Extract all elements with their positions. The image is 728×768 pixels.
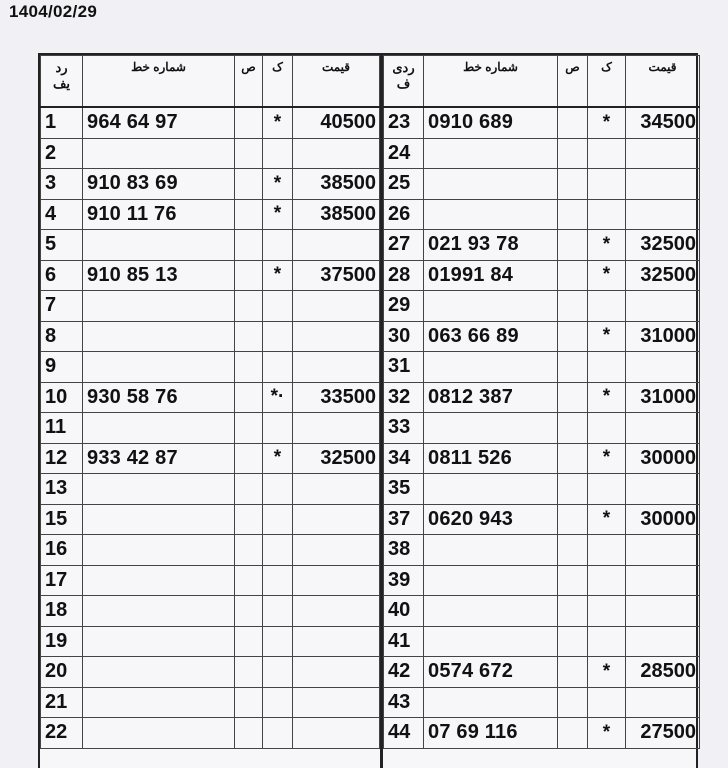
price-cell bbox=[293, 565, 380, 596]
table-row bbox=[384, 687, 700, 718]
row-number: 24 bbox=[384, 138, 424, 169]
line-number-cell bbox=[83, 565, 235, 596]
kaf-cell bbox=[263, 718, 293, 749]
price-cell bbox=[626, 169, 700, 200]
line-number-cell: 0812 387 bbox=[424, 382, 558, 413]
line-number-cell bbox=[83, 596, 235, 627]
sad-cell bbox=[235, 199, 263, 230]
row-number: 12 bbox=[41, 443, 83, 474]
sad-cell bbox=[558, 107, 588, 138]
row-number: 41 bbox=[384, 626, 424, 657]
sad-cell bbox=[558, 535, 588, 566]
kaf-cell bbox=[263, 504, 293, 535]
row-number: 13 bbox=[41, 474, 83, 505]
price-cell bbox=[626, 687, 700, 718]
row-number: 3 bbox=[41, 169, 83, 200]
kaf-cell bbox=[588, 596, 626, 627]
table-row bbox=[384, 199, 700, 230]
sad-cell bbox=[558, 260, 588, 291]
price-cell: 40500 bbox=[293, 107, 380, 138]
row-number: 44 bbox=[384, 718, 424, 749]
row-number: 17 bbox=[41, 565, 83, 596]
price-cell bbox=[293, 718, 380, 749]
right-header-row bbox=[384, 56, 700, 108]
row-number: 20 bbox=[41, 657, 83, 688]
price-cell bbox=[293, 413, 380, 444]
kaf-cell bbox=[263, 230, 293, 261]
row-number: 37 bbox=[384, 504, 424, 535]
kaf-cell bbox=[588, 169, 626, 200]
line-number-cell: 910 85 13 bbox=[83, 260, 235, 291]
row-number: 31 bbox=[384, 352, 424, 383]
table-row bbox=[41, 199, 380, 230]
left-table bbox=[40, 55, 380, 749]
row-number: 4 bbox=[41, 199, 83, 230]
row-number: 23 bbox=[384, 107, 424, 138]
price-cell: 30000 bbox=[626, 504, 700, 535]
price-cell bbox=[626, 535, 700, 566]
price-cell: 33500 bbox=[293, 382, 380, 413]
line-number-cell: 0620 943 bbox=[424, 504, 558, 535]
sad-cell bbox=[558, 596, 588, 627]
price-cell bbox=[626, 565, 700, 596]
kaf-cell bbox=[263, 657, 293, 688]
row-number: 5 bbox=[41, 230, 83, 261]
kaf-cell: * bbox=[588, 443, 626, 474]
kaf-header: ک bbox=[263, 56, 293, 108]
kaf-cell: * bbox=[263, 260, 293, 291]
kaf-cell bbox=[588, 199, 626, 230]
line-number-cell bbox=[424, 169, 558, 200]
line-number-cell bbox=[83, 352, 235, 383]
line-number-cell bbox=[83, 474, 235, 505]
kaf-cell bbox=[588, 565, 626, 596]
sad-cell bbox=[235, 504, 263, 535]
kaf-cell bbox=[263, 626, 293, 657]
table-row bbox=[384, 535, 700, 566]
left-table-section bbox=[40, 55, 383, 768]
price-cell bbox=[626, 474, 700, 505]
kaf-header: ک bbox=[588, 56, 626, 108]
kaf-cell: * bbox=[588, 107, 626, 138]
row-number: 9 bbox=[41, 352, 83, 383]
sad-cell bbox=[558, 291, 588, 322]
row-number: 29 bbox=[384, 291, 424, 322]
price-cell: 31000 bbox=[626, 382, 700, 413]
table-row bbox=[384, 596, 700, 627]
table-row bbox=[384, 107, 700, 138]
sad-cell bbox=[558, 138, 588, 169]
table-row bbox=[41, 230, 380, 261]
price-cell bbox=[626, 413, 700, 444]
sad-cell bbox=[558, 687, 588, 718]
price-cell bbox=[293, 504, 380, 535]
kaf-cell: *· bbox=[263, 382, 293, 413]
row-number: 26 bbox=[384, 199, 424, 230]
kaf-cell: * bbox=[588, 718, 626, 749]
sad-cell bbox=[235, 687, 263, 718]
row-number: 38 bbox=[384, 535, 424, 566]
sad-cell bbox=[235, 413, 263, 444]
kaf-cell: * bbox=[588, 321, 626, 352]
table-row bbox=[41, 718, 380, 749]
row-number: 2 bbox=[41, 138, 83, 169]
row-number: 7 bbox=[41, 291, 83, 322]
line-number-cell: 0910 689 bbox=[424, 107, 558, 138]
line-number-cell bbox=[83, 413, 235, 444]
line-number-cell: 021 93 78 bbox=[424, 230, 558, 261]
sad-cell bbox=[558, 382, 588, 413]
line-number-cell bbox=[83, 291, 235, 322]
sad-cell bbox=[235, 474, 263, 505]
kaf-cell: * bbox=[588, 260, 626, 291]
line-number-cell bbox=[83, 504, 235, 535]
row-number: 34 bbox=[384, 443, 424, 474]
line-number-cell: 933 42 87 bbox=[83, 443, 235, 474]
row-number: 1 bbox=[41, 107, 83, 138]
sad-cell bbox=[235, 657, 263, 688]
price-cell: 34500 bbox=[626, 107, 700, 138]
sad-cell bbox=[235, 260, 263, 291]
price-cell bbox=[293, 535, 380, 566]
line-number-cell: 910 83 69 bbox=[83, 169, 235, 200]
sad-cell bbox=[235, 382, 263, 413]
table-row bbox=[41, 504, 380, 535]
price-cell: 37500 bbox=[293, 260, 380, 291]
line-number-cell: 063 66 89 bbox=[424, 321, 558, 352]
price-cell bbox=[626, 352, 700, 383]
sad-cell bbox=[558, 718, 588, 749]
kaf-cell: * bbox=[588, 382, 626, 413]
kaf-cell bbox=[588, 687, 626, 718]
table-row bbox=[41, 291, 380, 322]
sad-cell bbox=[558, 657, 588, 688]
table-row bbox=[384, 321, 700, 352]
line-number-cell bbox=[83, 138, 235, 169]
line-number-cell bbox=[83, 321, 235, 352]
price-cell bbox=[293, 138, 380, 169]
kaf-cell: * bbox=[263, 169, 293, 200]
price-cell bbox=[293, 352, 380, 383]
line-number-cell bbox=[424, 626, 558, 657]
line-number-cell bbox=[424, 413, 558, 444]
price-cell: 30000 bbox=[626, 443, 700, 474]
price-list-sheet bbox=[38, 53, 698, 768]
sad-cell bbox=[558, 626, 588, 657]
row-number: 19 bbox=[41, 626, 83, 657]
line-number-cell bbox=[424, 352, 558, 383]
table-row bbox=[384, 230, 700, 261]
table-row bbox=[41, 138, 380, 169]
price-cell: 38500 bbox=[293, 169, 380, 200]
table-row bbox=[384, 169, 700, 200]
sad-header: ص bbox=[235, 56, 263, 108]
sad-cell bbox=[558, 230, 588, 261]
row-number: 42 bbox=[384, 657, 424, 688]
row-number: 43 bbox=[384, 687, 424, 718]
line-number-cell: 930 58 76 bbox=[83, 382, 235, 413]
table-row bbox=[384, 352, 700, 383]
price-cell bbox=[293, 291, 380, 322]
price-cell bbox=[293, 474, 380, 505]
kaf-cell: * bbox=[588, 657, 626, 688]
kaf-cell bbox=[263, 565, 293, 596]
line-number-cell bbox=[83, 687, 235, 718]
line-number-cell bbox=[424, 199, 558, 230]
price-header: قیمت bbox=[293, 56, 380, 108]
row-number: 18 bbox=[41, 596, 83, 627]
row-number: 6 bbox=[41, 260, 83, 291]
line-number-cell: 07 69 116 bbox=[424, 718, 558, 749]
line-number-cell bbox=[424, 474, 558, 505]
sad-cell bbox=[235, 443, 263, 474]
right-table bbox=[383, 55, 700, 749]
document-date: 1404/02/29 bbox=[9, 2, 98, 21]
sad-cell bbox=[558, 169, 588, 200]
price-cell bbox=[626, 291, 700, 322]
line-number-cell bbox=[83, 657, 235, 688]
kaf-cell bbox=[588, 535, 626, 566]
line-number-cell bbox=[83, 230, 235, 261]
sad-cell bbox=[235, 352, 263, 383]
line-number-cell bbox=[424, 291, 558, 322]
kaf-cell bbox=[588, 291, 626, 322]
price-cell bbox=[293, 626, 380, 657]
sad-cell bbox=[235, 321, 263, 352]
table-row bbox=[41, 596, 380, 627]
row-number: 27 bbox=[384, 230, 424, 261]
table-row bbox=[384, 718, 700, 749]
price-cell: 28500 bbox=[626, 657, 700, 688]
price-cell bbox=[293, 230, 380, 261]
sad-header: ص bbox=[558, 56, 588, 108]
row-number: 35 bbox=[384, 474, 424, 505]
line-number-header: شماره خط bbox=[424, 56, 558, 108]
kaf-cell: * bbox=[263, 199, 293, 230]
row-number: 28 bbox=[384, 260, 424, 291]
left-header-row bbox=[41, 56, 380, 108]
row-number: 32 bbox=[384, 382, 424, 413]
sad-cell bbox=[558, 321, 588, 352]
table-row bbox=[384, 443, 700, 474]
kaf-cell bbox=[263, 352, 293, 383]
line-number-cell: 01991 84 bbox=[424, 260, 558, 291]
row-number: 11 bbox=[41, 413, 83, 444]
sad-cell bbox=[558, 504, 588, 535]
table-row bbox=[41, 169, 380, 200]
sad-cell bbox=[558, 443, 588, 474]
price-cell: 27500 bbox=[626, 718, 700, 749]
sad-cell bbox=[558, 413, 588, 444]
kaf-cell: * bbox=[263, 443, 293, 474]
kaf-cell bbox=[263, 474, 293, 505]
price-cell bbox=[293, 321, 380, 352]
line-number-cell: 0574 672 bbox=[424, 657, 558, 688]
row-number: 15 bbox=[41, 504, 83, 535]
table-row bbox=[384, 626, 700, 657]
row-number: 16 bbox=[41, 535, 83, 566]
kaf-cell bbox=[588, 413, 626, 444]
kaf-cell: * bbox=[588, 230, 626, 261]
line-number-header: شماره خط bbox=[83, 56, 235, 108]
price-cell: 31000 bbox=[626, 321, 700, 352]
line-number-cell bbox=[424, 138, 558, 169]
table-row bbox=[41, 474, 380, 505]
kaf-cell bbox=[263, 138, 293, 169]
table-row bbox=[41, 321, 380, 352]
price-cell: 32500 bbox=[626, 260, 700, 291]
line-number-cell bbox=[424, 535, 558, 566]
kaf-cell bbox=[263, 535, 293, 566]
table-row bbox=[384, 657, 700, 688]
price-cell bbox=[626, 138, 700, 169]
row-number: 8 bbox=[41, 321, 83, 352]
sad-cell bbox=[235, 230, 263, 261]
price-cell bbox=[626, 626, 700, 657]
table-row bbox=[384, 291, 700, 322]
table-row bbox=[41, 260, 380, 291]
sad-cell bbox=[235, 169, 263, 200]
sad-cell bbox=[558, 199, 588, 230]
price-cell: 32500 bbox=[626, 230, 700, 261]
kaf-cell bbox=[263, 596, 293, 627]
price-cell bbox=[293, 687, 380, 718]
right-table-body bbox=[384, 107, 700, 748]
row-number: 10 bbox=[41, 382, 83, 413]
row-number: 25 bbox=[384, 169, 424, 200]
sad-cell bbox=[235, 107, 263, 138]
table-row bbox=[41, 413, 380, 444]
price-cell bbox=[626, 596, 700, 627]
table-row bbox=[384, 382, 700, 413]
line-number-cell: 910 11 76 bbox=[83, 199, 235, 230]
line-number-cell bbox=[424, 596, 558, 627]
line-number-cell: 0811 526 bbox=[424, 443, 558, 474]
radif-header: رد یف bbox=[41, 56, 83, 108]
right-table-section bbox=[383, 55, 699, 768]
line-number-cell bbox=[83, 718, 235, 749]
row-number: 21 bbox=[41, 687, 83, 718]
row-number: 39 bbox=[384, 565, 424, 596]
radif-header: ردی ف bbox=[384, 56, 424, 108]
kaf-cell bbox=[263, 413, 293, 444]
sad-cell bbox=[235, 138, 263, 169]
kaf-cell: * bbox=[263, 107, 293, 138]
table-row bbox=[384, 413, 700, 444]
table-row bbox=[41, 535, 380, 566]
table-row bbox=[41, 382, 380, 413]
sad-cell bbox=[235, 596, 263, 627]
price-header: قیمت bbox=[626, 56, 700, 108]
table-row bbox=[41, 352, 380, 383]
sad-cell bbox=[235, 626, 263, 657]
sad-cell bbox=[558, 474, 588, 505]
table-row bbox=[41, 443, 380, 474]
row-number: 30 bbox=[384, 321, 424, 352]
line-number-cell: 964 64 97 bbox=[83, 107, 235, 138]
price-cell bbox=[293, 657, 380, 688]
table-row bbox=[41, 657, 380, 688]
line-number-cell bbox=[83, 535, 235, 566]
kaf-cell: * bbox=[588, 504, 626, 535]
sad-cell bbox=[235, 565, 263, 596]
table-row bbox=[384, 260, 700, 291]
line-number-cell bbox=[424, 687, 558, 718]
line-number-cell bbox=[83, 626, 235, 657]
price-cell bbox=[626, 199, 700, 230]
price-cell: 38500 bbox=[293, 199, 380, 230]
table-row bbox=[41, 687, 380, 718]
row-number: 33 bbox=[384, 413, 424, 444]
sad-cell bbox=[558, 352, 588, 383]
kaf-cell bbox=[588, 138, 626, 169]
sad-cell bbox=[235, 718, 263, 749]
kaf-cell bbox=[588, 352, 626, 383]
kaf-cell bbox=[263, 687, 293, 718]
price-cell bbox=[293, 596, 380, 627]
kaf-cell bbox=[263, 291, 293, 322]
table-row bbox=[384, 565, 700, 596]
table-row bbox=[41, 626, 380, 657]
table-row bbox=[384, 138, 700, 169]
kaf-cell bbox=[588, 626, 626, 657]
row-number: 22 bbox=[41, 718, 83, 749]
table-row bbox=[384, 474, 700, 505]
sad-cell bbox=[235, 291, 263, 322]
table-row bbox=[384, 504, 700, 535]
row-number: 40 bbox=[384, 596, 424, 627]
left-table-body bbox=[41, 107, 380, 748]
table-row bbox=[41, 565, 380, 596]
kaf-cell bbox=[263, 321, 293, 352]
sad-cell bbox=[235, 535, 263, 566]
price-cell: 32500 bbox=[293, 443, 380, 474]
line-number-cell bbox=[424, 565, 558, 596]
table-row bbox=[41, 107, 380, 138]
kaf-cell bbox=[588, 474, 626, 505]
sad-cell bbox=[558, 565, 588, 596]
